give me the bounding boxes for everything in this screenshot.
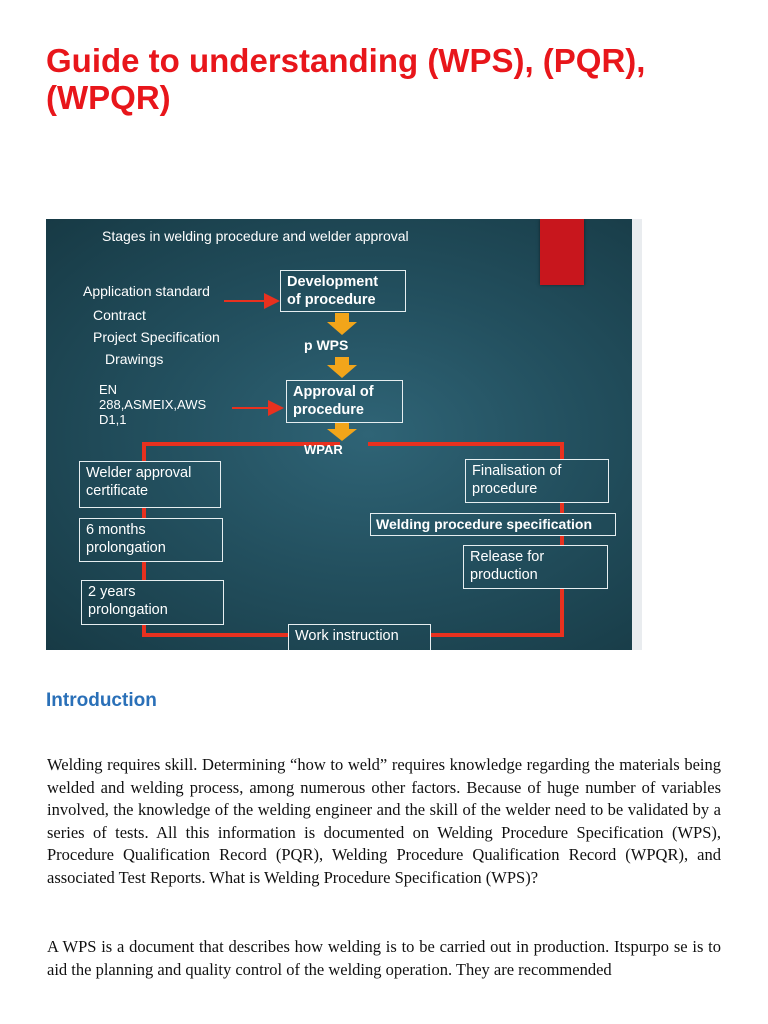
figure-heading: Stages in welding procedure and welder approval	[102, 228, 409, 244]
input-contract: Contract	[93, 307, 146, 323]
approval-box	[286, 380, 403, 423]
red-corner-tab	[540, 219, 584, 285]
input-drawings: Drawings	[105, 351, 164, 367]
title-line-2: (WPQR)	[46, 79, 171, 116]
release-line-2: production	[470, 567, 538, 583]
standards-list	[99, 382, 206, 427]
standard-codes: 288,ASMEIX,AWS	[99, 397, 207, 412]
figure-right-edge	[632, 219, 642, 650]
loop-line-right	[368, 444, 562, 459]
standard-en: EN	[99, 382, 118, 397]
section-heading-introduction: Introduction	[46, 690, 157, 711]
two-years-line-1: 2 years	[88, 584, 136, 600]
loop-bottom-right	[431, 589, 562, 635]
finalisation-box	[465, 459, 609, 503]
input-project-specification: Project Specification	[93, 329, 220, 345]
work-instruction-box: Work instruction	[288, 624, 431, 650]
approval-line-1: Approval of	[293, 384, 374, 400]
development-line-2: of procedure	[287, 292, 376, 308]
down-arrow-1	[327, 313, 357, 335]
pwps-label: p WPS	[304, 337, 349, 353]
two-years-line-2: prolongation	[88, 602, 168, 618]
welding-approval-flowchart	[46, 219, 632, 650]
approval-line-2: procedure	[293, 402, 364, 418]
development-box	[280, 270, 406, 312]
page-title	[46, 42, 736, 116]
input-application-standard: Application standard	[83, 283, 210, 299]
welder-approval-line-1: Welder approval	[86, 465, 192, 481]
six-months-box	[79, 518, 223, 562]
development-line-1: Development	[287, 274, 379, 290]
intro-paragraph-1: Welding requires skill. Determining “how to weld” requires knowledge regarding the materials being welded and welding process, among numerous other factors. Because of huge number of variables involved, the knowledge of the welding engineer and the skill of the welder need to be validated by a series of tests. All this information is documented on Welding Procedure Specification (WPS), Procedure Qualification Record (PQR), Welding Procedure Qualification Record (WPQR), and associated Test Reports. What is Welding Procedure Specification (WPS)?	[47, 755, 721, 887]
two-years-box	[81, 580, 224, 625]
standard-d11: D1,1	[99, 412, 127, 427]
six-months-line-2: prolongation	[86, 540, 166, 556]
finalisation-line-1: Finalisation of	[472, 463, 562, 479]
release-line-1: Release for	[470, 549, 545, 565]
wpar-label: WPAR	[304, 442, 343, 457]
release-box	[463, 545, 608, 589]
six-months-line-1: 6 months	[86, 522, 146, 538]
welder-approval-line-2: certificate	[86, 483, 149, 499]
finalisation-line-2: procedure	[472, 481, 538, 497]
welder-approval-box	[79, 461, 221, 508]
wps-specification-box: Welding procedure specification	[370, 513, 616, 536]
intro-paragraph-2: A WPS is a document that describes how welding is to be carried out in production. Itspurpo se is to aid the planning and quality control of the welding operation. They are recommended	[47, 937, 721, 979]
down-arrow-2	[327, 357, 357, 378]
title-line-1: Guide to understanding (WPS), (PQR),	[46, 42, 646, 79]
down-arrow-3	[327, 422, 357, 441]
loop-bottom-left	[144, 625, 288, 635]
